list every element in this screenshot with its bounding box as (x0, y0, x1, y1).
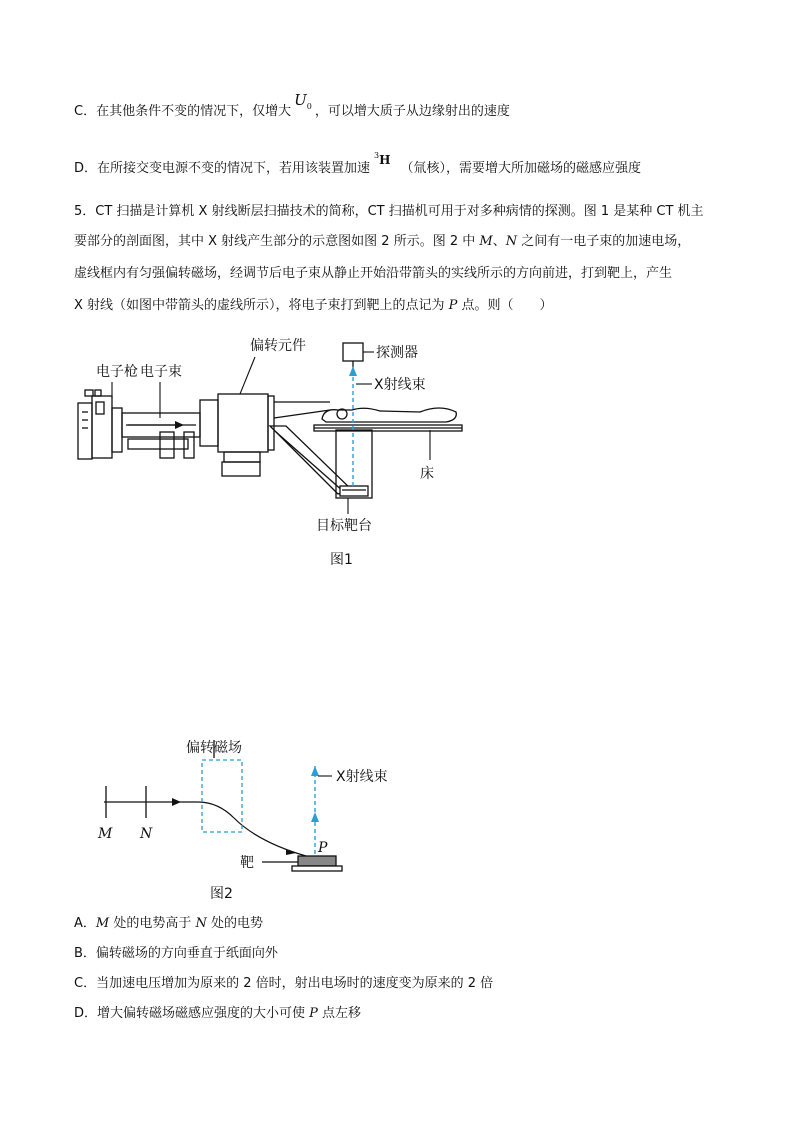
xray-arrowhead-fig1 (349, 366, 357, 376)
beam-arrowhead-fig2 (172, 798, 181, 806)
label-M: M (98, 826, 113, 842)
answer-a[interactable]: A．M 处的电势高于 N 处的电势 (74, 916, 263, 931)
answer-d[interactable]: D．增大偏转磁场磁感应强度的大小可使 P 点左移 (74, 1006, 362, 1021)
question-line-3: 虚线框内有匀强偏转磁场，经调节后电子束从静止开始沿带箭头的实线所示的方向前进，打到靶上，产生 (74, 266, 673, 281)
label-xray-fig2: X射线束 (336, 769, 388, 785)
xray-midarrow-fig2 (311, 812, 319, 822)
label-electron-gun: 电子枪 (96, 364, 138, 380)
caption-fig1: 图1 (330, 552, 353, 568)
question-line-4: X 射线（如图中带箭头的虚线所示），将电子束打到靶上的点记为 P 点。则（ ） (74, 298, 553, 313)
label-N: N (140, 826, 153, 842)
label-xray-fig1: X射线束 (374, 377, 426, 393)
question-line-2: 要部分的剖面图，其中 X 射线产生部分的示意图如图 2 所示。图 2 中 M、N 之间有一电子束的加速电场， (74, 234, 691, 249)
tritium-mass-number: 3 (374, 151, 380, 160)
label-deflector: 偏转元件 (250, 338, 306, 354)
xray-arrowhead-fig2 (311, 766, 319, 776)
label-bed: 床 (420, 466, 434, 482)
tritium-symbol: H (379, 153, 391, 167)
electron-gun (78, 390, 122, 459)
question-line-1: 5．CT 扫描是计算机 X 射线断层扫描技术的简称，CT 扫描机可用于对多种病情的探测。图 1 是某种 CT 机主 (74, 204, 704, 219)
deflector (200, 394, 330, 476)
label-P: P (318, 840, 328, 856)
u0-symbol: $U_0$ (294, 91, 312, 111)
answer-b[interactable]: B．偏转磁场的方向垂直于纸面向外 (74, 946, 278, 961)
option-c-prev: C．在其他条件不变的情况下，仅增大$U_0$ ，可以增大质子从边缘射出的速度 (74, 91, 510, 119)
label-magnetic-field: 偏转磁场 (186, 740, 242, 756)
label-electron-beam: 电子束 (140, 364, 182, 380)
answer-c[interactable]: C．当加速电压增加为原来的 2 倍时，射出电场时的速度变为原来的 2 倍 (74, 976, 494, 991)
magnetic-field-box (202, 760, 242, 832)
beam-arrowhead-fig1 (175, 421, 184, 429)
label-detector: 探测器 (376, 345, 418, 361)
label-target-stage: 目标靶台 (316, 518, 372, 534)
option-d-prev: D．在所接交变电源不变的情况下，若用该装置加速$^3$H（氚核），需要增大所加磁场的磁感应强度 (74, 151, 641, 176)
label-target: 靶 (240, 855, 254, 871)
caption-fig2: 图2 (210, 886, 233, 902)
